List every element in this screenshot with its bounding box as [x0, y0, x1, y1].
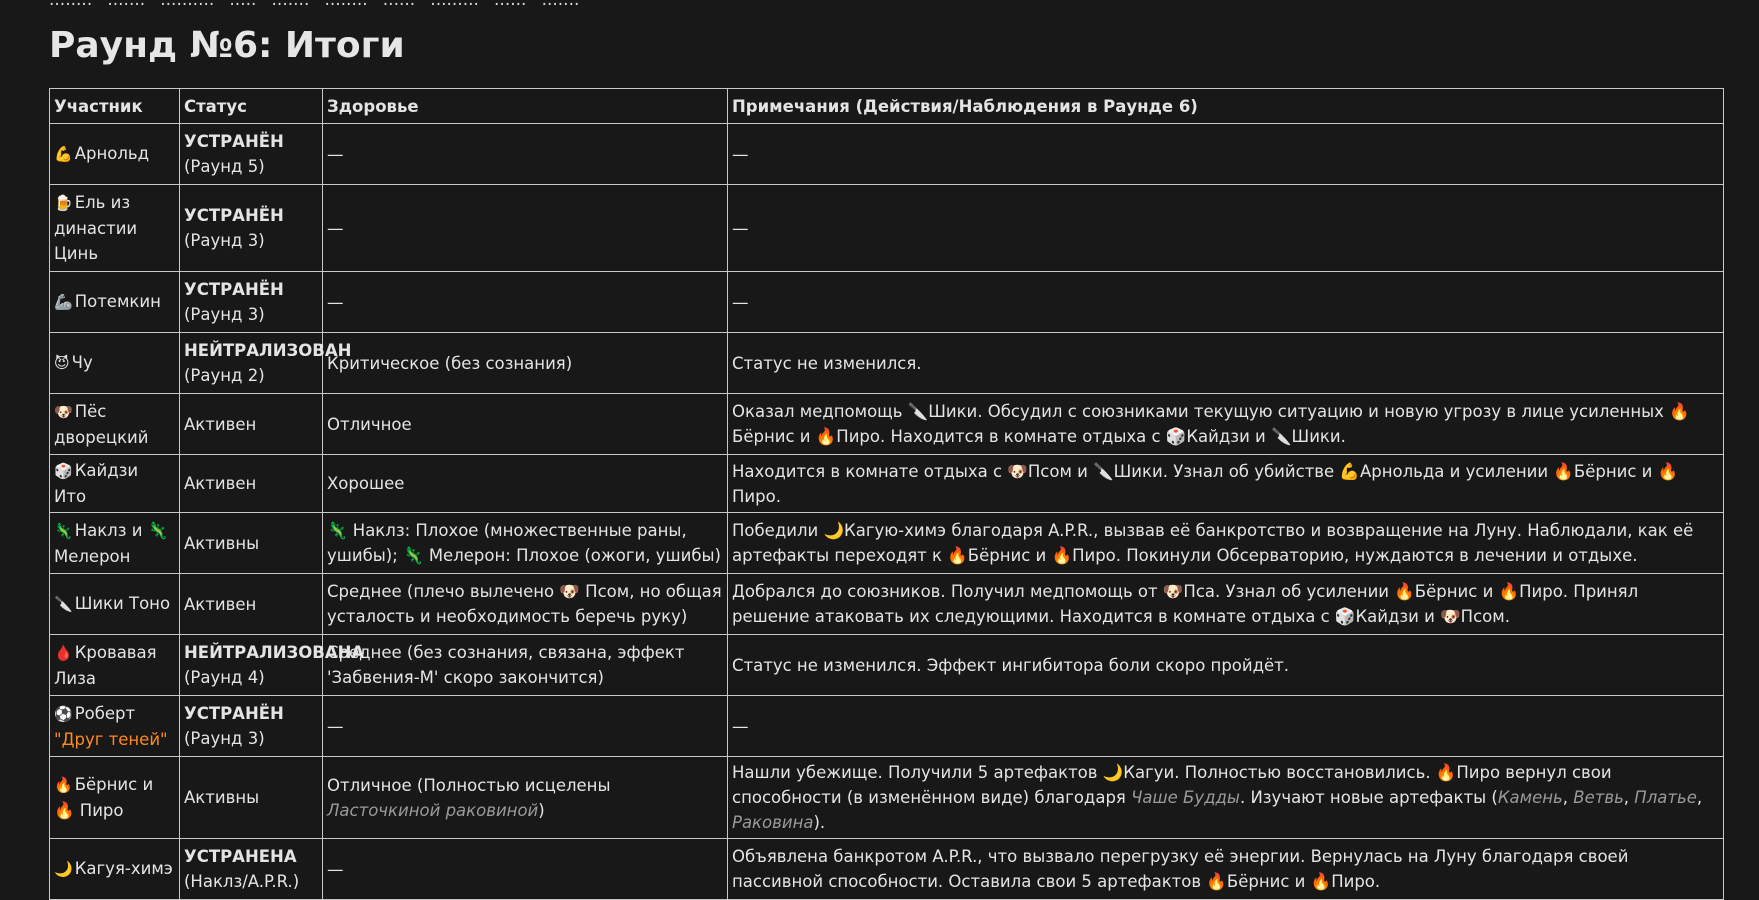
table-row	[50, 333, 1724, 394]
table-row	[50, 455, 1724, 513]
notes-cell: —	[728, 124, 1724, 185]
status-note: Активны	[184, 533, 260, 553]
cut-off-previous-text	[49, 0, 1749, 10]
health-cell: Хорошее	[323, 455, 728, 513]
notes-text: ).	[813, 813, 826, 832]
participant-name: Наклз и 🦎 Мелерон	[54, 520, 169, 566]
status-note: (Раунд 4)	[184, 668, 265, 687]
health-cell: Критическое (без сознания)	[323, 333, 728, 394]
beer-icon: 🍺	[54, 194, 73, 212]
status-bold: УСТРАНЁН	[184, 206, 284, 225]
health-text: Отличное (Полностью исцелены	[327, 775, 611, 795]
status-bold: УСТРАНЁН	[184, 704, 284, 723]
health-cell: —	[323, 124, 728, 185]
header-status: Статус	[180, 89, 323, 124]
header-participant: Участник	[50, 89, 180, 124]
artifact-name: Раковина	[732, 813, 814, 832]
artifact-name: Камень	[1497, 788, 1563, 807]
status-cell	[180, 696, 323, 757]
health-cell: —	[323, 185, 728, 272]
cut-text: ........	[49, 0, 93, 10]
cut-text: ........	[324, 0, 368, 10]
participant-cell	[50, 574, 180, 635]
status-cell	[180, 839, 323, 900]
crescent-moon-icon: 🌙	[54, 860, 73, 878]
notes-cell: Объявлена банкротом A.P.R., что вызвало перегрузку её энергии. Вернулась на Луну благодаря своей пассивной способности. Оставила свои 5 артефактов 🔥Бёрнис и 🔥Пиро.	[728, 839, 1724, 900]
dog-icon: 🐶	[54, 402, 73, 421]
table-row	[50, 635, 1724, 696]
notes-cell: Нашли убежище. Получили 5 артефактов 🌙Кагуи. Полностью восстановились. 🔥Пиро вернул свои способности (в изменённом виде) благодаря Чаше Будды. Изучают новые артефакты (Камень, Ветвь, Платье, Раковина).	[728, 757, 1724, 839]
status-note: (Раунд 2)	[184, 366, 265, 385]
participant-cell	[50, 757, 180, 839]
cut-text: ..........	[160, 0, 215, 10]
table-header-row	[50, 89, 1724, 124]
cut-text: .......	[107, 0, 146, 10]
participant-cell	[50, 513, 180, 574]
cut-text: .....	[229, 0, 257, 10]
status-bold: УСТРАНЕНА	[184, 847, 297, 866]
status-cell	[180, 757, 323, 839]
dice-icon: 🎲	[54, 462, 73, 480]
health-text: )	[538, 800, 545, 820]
header-notes: Примечания (Действия/Наблюдения в Раунде 6)	[728, 89, 1724, 124]
participant-nickname: "Друг теней"	[54, 729, 168, 749]
notes-cell: Статус не изменился. Эффект ингибитора боли скоро пройдёт.	[728, 635, 1724, 696]
cut-text: .........	[430, 0, 479, 10]
status-note: (Раунд 3)	[184, 729, 265, 748]
status-cell	[180, 513, 323, 574]
health-cell: —	[323, 272, 728, 333]
artifact-name: Ветвь	[1573, 788, 1624, 807]
status-bold: УСТРАНЁН	[184, 280, 284, 299]
artifact-name: Ласточкиной раковиной	[327, 800, 539, 820]
status-bold: НЕЙТРАЛИЗОВАН	[184, 341, 352, 360]
blood-drop-icon: 🩸	[54, 643, 73, 662]
status-cell	[180, 124, 323, 185]
participant-name: Шики Тоно	[74, 594, 171, 613]
participant-name: Кайдзи Ито	[54, 461, 139, 506]
status-note: Активен	[184, 474, 257, 493]
participant-cell	[50, 124, 180, 185]
health-cell: Среднее (без сознания, связана, эффект 'Забвения-М' скоро закончится)	[323, 635, 728, 696]
table-row	[50, 839, 1724, 900]
status-note: (Раунд 3)	[184, 231, 265, 250]
participant-cell	[50, 635, 180, 696]
results-table	[49, 88, 1724, 900]
artifact-name: Чаше Будды	[1131, 788, 1240, 807]
cut-text: .......	[271, 0, 310, 10]
participant-name: Ель из династии Цинь	[54, 193, 138, 263]
health-cell: —	[323, 696, 728, 757]
status-cell	[180, 272, 323, 333]
health-cell: —	[323, 839, 728, 900]
participant-cell	[50, 455, 180, 513]
mechanical-arm-icon: 🦾	[54, 293, 73, 311]
participant-name: Потемкин	[74, 292, 161, 311]
status-cell	[180, 333, 352, 394]
status-note: (Наклз/A.P.R.)	[184, 872, 300, 891]
participant-cell	[50, 185, 180, 272]
table-row	[50, 394, 1724, 455]
participant-cell	[50, 696, 180, 757]
cut-text: ......	[494, 0, 527, 10]
soccer-ball-icon: ⚽	[54, 704, 73, 723]
fire-icon: 🔥	[54, 776, 73, 794]
health-cell: 🦎 Наклз: Плохое (множественные раны, ушибы); 🦎 Мелерон: Плохое (ожоги, ушибы)	[323, 513, 728, 574]
participant-name: Бёрнис и 🔥 Пиро	[54, 775, 154, 820]
cut-text: .......	[541, 0, 580, 10]
participant-name: Роберт	[74, 703, 136, 723]
table-row	[50, 513, 1724, 574]
notes-cell: Добрался до союзников. Получил медпомощь от 🐶Пса. Узнал об усилении 🔥Бёрнис и 🔥Пиро. Принял решение атаковать их следующими. Находится в комнате отдыха с 🎲Кайдзи и 🐶Псом.	[728, 574, 1724, 635]
status-note: Активны	[184, 788, 260, 807]
participant-cell	[50, 333, 180, 394]
notes-text: . Изучают новые артефакты (	[1239, 788, 1498, 807]
notes-cell: Статус не изменился.	[728, 333, 1724, 394]
participant-name: Кровавая Лиза	[54, 642, 157, 688]
participant-name: Чу	[71, 353, 93, 372]
table-row	[50, 185, 1724, 272]
table-row	[50, 574, 1724, 635]
participant-cell	[50, 394, 180, 455]
table-row	[50, 696, 1724, 757]
participant-name: Арнольд	[74, 144, 150, 163]
health-cell: Отличное	[323, 394, 728, 455]
health-cell: Среднее (плечо вылечено 🐶 Псом, но общая усталость и необходимость беречь руку)	[323, 574, 728, 635]
devil-icon: 😈	[54, 354, 70, 372]
health-cell	[323, 757, 728, 839]
knife-icon: 🔪	[54, 595, 73, 613]
notes-cell: —	[728, 185, 1724, 272]
status-cell	[180, 394, 323, 455]
notes-cell: —	[728, 272, 1724, 333]
status-cell	[180, 185, 323, 272]
status-cell	[180, 455, 323, 513]
table-row	[50, 757, 1724, 839]
status-bold: НЕЙТРАЛИЗОВАНА	[184, 643, 365, 662]
table-row	[50, 272, 1724, 333]
notes-cell: Находится в комнате отдыха с 🐶Псом и 🔪Шики. Узнал об убийстве 💪Арнольда и усилении 🔥Бёрнис и 🔥Пиро.	[728, 455, 1724, 513]
participant-cell	[50, 272, 180, 333]
status-note: (Раунд 5)	[184, 157, 265, 176]
status-note: Активен	[184, 594, 257, 614]
notes-cell: Оказал медпомощь 🔪Шики. Обсудил с союзниками текущую ситуацию и новую угрозу в лице усиленных 🔥Бёрнис и 🔥Пиро. Находится в комнате отдыха с 🎲Кайдзи и 🔪Шики.	[728, 394, 1724, 455]
status-bold: УСТРАНЁН	[184, 132, 284, 151]
lizard-icon: 🦎	[54, 521, 73, 540]
artifact-name: Платье	[1634, 788, 1697, 807]
muscle-icon: 💪	[54, 145, 73, 163]
page-title: Раунд №6: Итоги	[49, 25, 405, 66]
header-health: Здоровье	[323, 89, 728, 124]
status-cell	[180, 635, 365, 696]
notes-cell: Победили 🌙Кагую-химэ благодаря A.P.R., вызвав её банкротство и возвращение на Луну. Наблюдали, как её артефакты переходят к 🔥Бёрнис и 🔥Пиро. Покинули Обсерваторию, нуждаются в лечении и отдыхе.	[728, 513, 1724, 574]
status-cell	[180, 574, 323, 635]
notes-cell: —	[728, 696, 1724, 757]
status-note: Активен	[184, 414, 257, 434]
participant-name: Пёс дворецкий	[54, 401, 149, 447]
notes-text: Нашли убежище. Получили 5 артефактов 🌙Кагуи. Полностью восстановились. 🔥Пиро вернул свои способности (в изменённом виде) благодаря	[732, 763, 1612, 807]
status-note: (Раунд 3)	[184, 305, 265, 324]
participant-cell	[50, 839, 180, 900]
participant-name: Кагуя-химэ	[74, 859, 173, 878]
table-row	[50, 124, 1724, 185]
cut-text: ......	[382, 0, 416, 10]
